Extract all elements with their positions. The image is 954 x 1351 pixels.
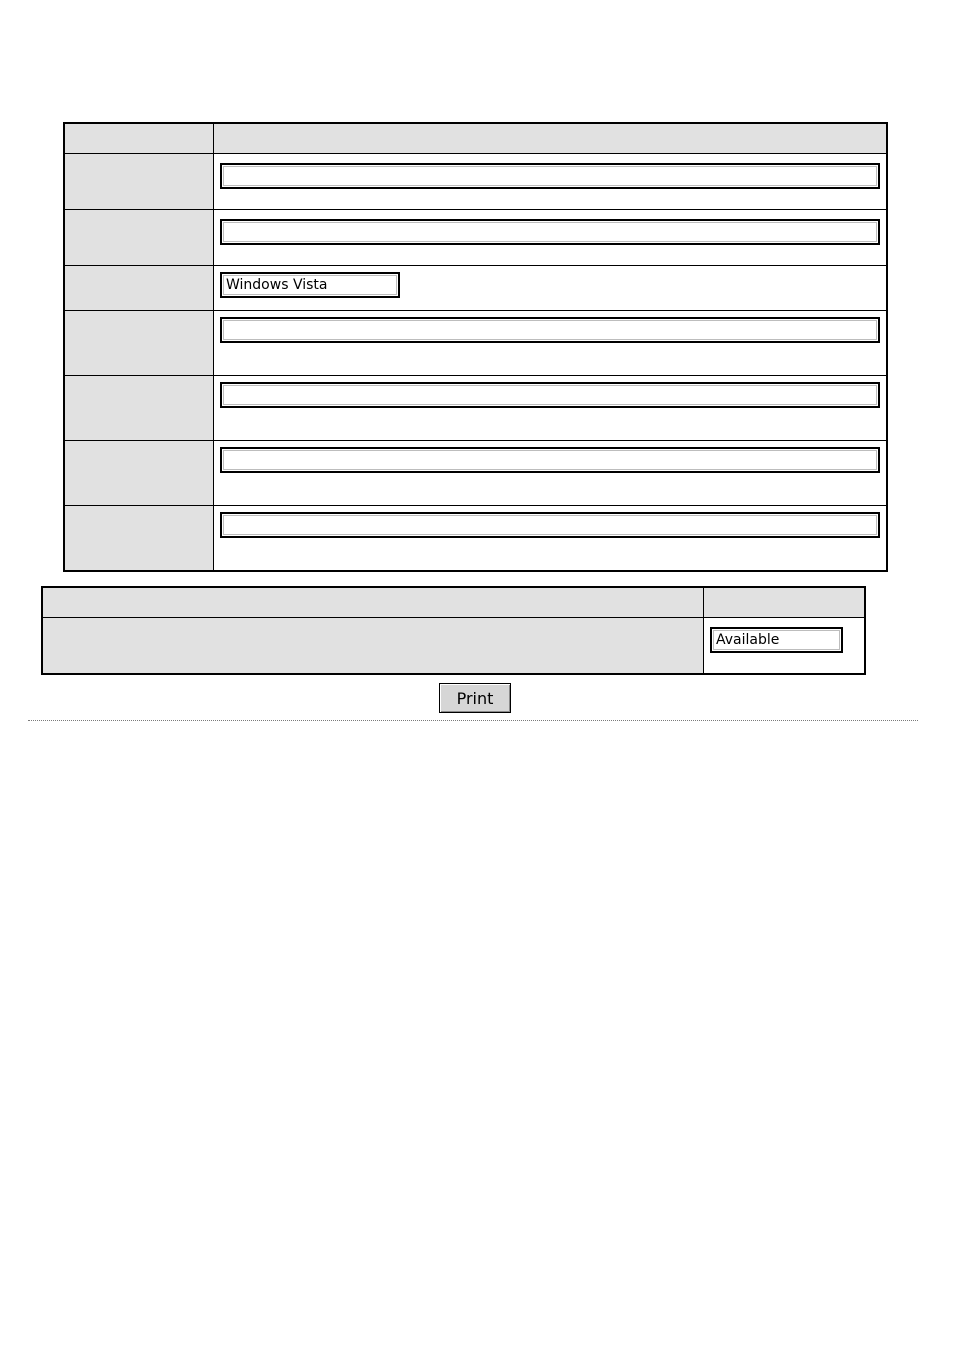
- form-row-6-value: [214, 441, 888, 506]
- form-row-6-input[interactable]: [220, 447, 880, 473]
- form-row-4-value: [214, 311, 888, 376]
- status-input[interactable]: [710, 627, 843, 653]
- os-input[interactable]: [220, 272, 400, 298]
- form-row-1-input[interactable]: [220, 163, 880, 189]
- status-table-body-row: [42, 618, 865, 675]
- form-row-6: [64, 441, 887, 506]
- form-row-5-label: [64, 376, 214, 441]
- form-row-2-label: [64, 210, 214, 266]
- form-row-5-value: [214, 376, 888, 441]
- status-table-header-row: [42, 587, 865, 618]
- form-row-os: [64, 266, 887, 311]
- device-info-table: [63, 122, 888, 572]
- form-row-1-value: [214, 154, 888, 210]
- form-row-os-label: [64, 266, 214, 311]
- form-row-4: [64, 311, 887, 376]
- form-table-header-row: [64, 123, 887, 154]
- status-value-cell: [704, 618, 866, 675]
- form-row-5-input[interactable]: [220, 382, 880, 408]
- form-row-2-input[interactable]: [220, 219, 880, 245]
- form-row-4-input[interactable]: [220, 317, 880, 343]
- form-row-os-value: [214, 266, 888, 311]
- status-table: [41, 586, 866, 675]
- status-description-cell: [42, 618, 704, 675]
- form-row-7: [64, 506, 887, 572]
- form-row-7-value: [214, 506, 888, 572]
- print-button[interactable]: Print: [439, 683, 511, 713]
- status-header-status-cell: [704, 587, 866, 618]
- form-row-5: [64, 376, 887, 441]
- form-row-4-label: [64, 311, 214, 376]
- form-row-1: [64, 154, 887, 210]
- header-value-cell: [214, 123, 888, 154]
- status-header-description-cell: [42, 587, 704, 618]
- form-row-7-label: [64, 506, 214, 572]
- dotted-divider: [28, 720, 918, 721]
- form-row-6-label: [64, 441, 214, 506]
- form-row-1-label: [64, 154, 214, 210]
- header-label-cell: [64, 123, 214, 154]
- form-row-2-value: [214, 210, 888, 266]
- form-row-2: [64, 210, 887, 266]
- form-row-7-input[interactable]: [220, 512, 880, 538]
